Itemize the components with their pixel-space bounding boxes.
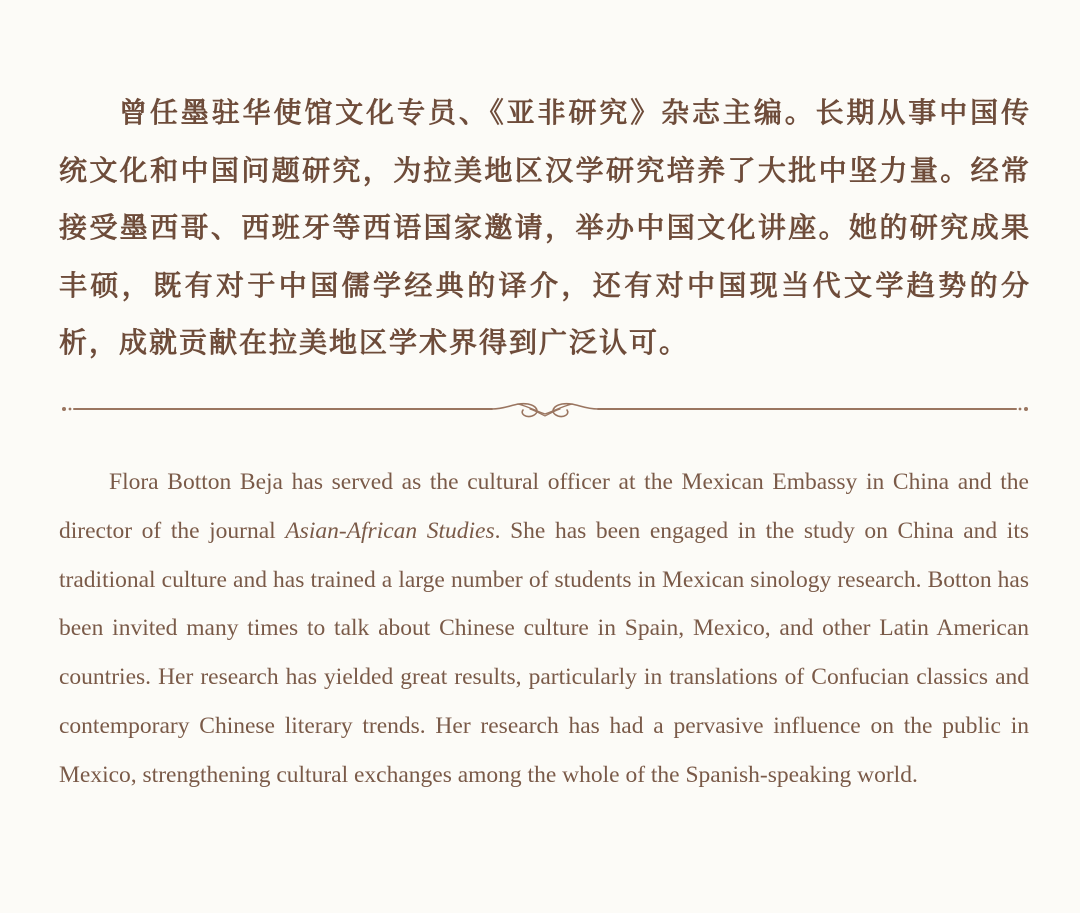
- chinese-biography-paragraph: 曾任墨驻华使馆文化专员、《亚非研究》杂志主编。长期从事中国传统文化和中国问题研究，为拉美地区汉学研究培养了大批中坚力量。经常接受墨西哥、西班牙等西语国家邀请，举办中国文化讲座。她的研究成果丰硕，既有对于中国儒学经典的译介，还有对中国现当代文学趋势的分析，成就贡献在拉美地区学术界得到广泛认可。: [59, 96, 1031, 359]
- ornamental-divider: [60, 395, 1030, 425]
- journal-title: Asian-African Studies: [285, 517, 495, 544]
- english-biography-paragraph: [59, 458, 1029, 800]
- english-paragraph-text-start: Flora Botton Beja has served as the cultural officer at the Mexican Embassy in China and the director of the journal: [59, 469, 1029, 544]
- english-paragraph-text-end: . She has been engaged in the study on China and its traditional culture and has trained a large number of students in Mexican sinology research. Botton has been invited many times to talk about Chinese culture in Spain, Mexico, and other Latin American countries. Her research has yielded great results, particularly in translations of Confucian classics and contemporary Chinese literary trends. Her research has had a pervasive influence on the public in Mexico, strengthening cultural exchanges among the whole of the Spanish-speaking world.: [59, 517, 1029, 788]
